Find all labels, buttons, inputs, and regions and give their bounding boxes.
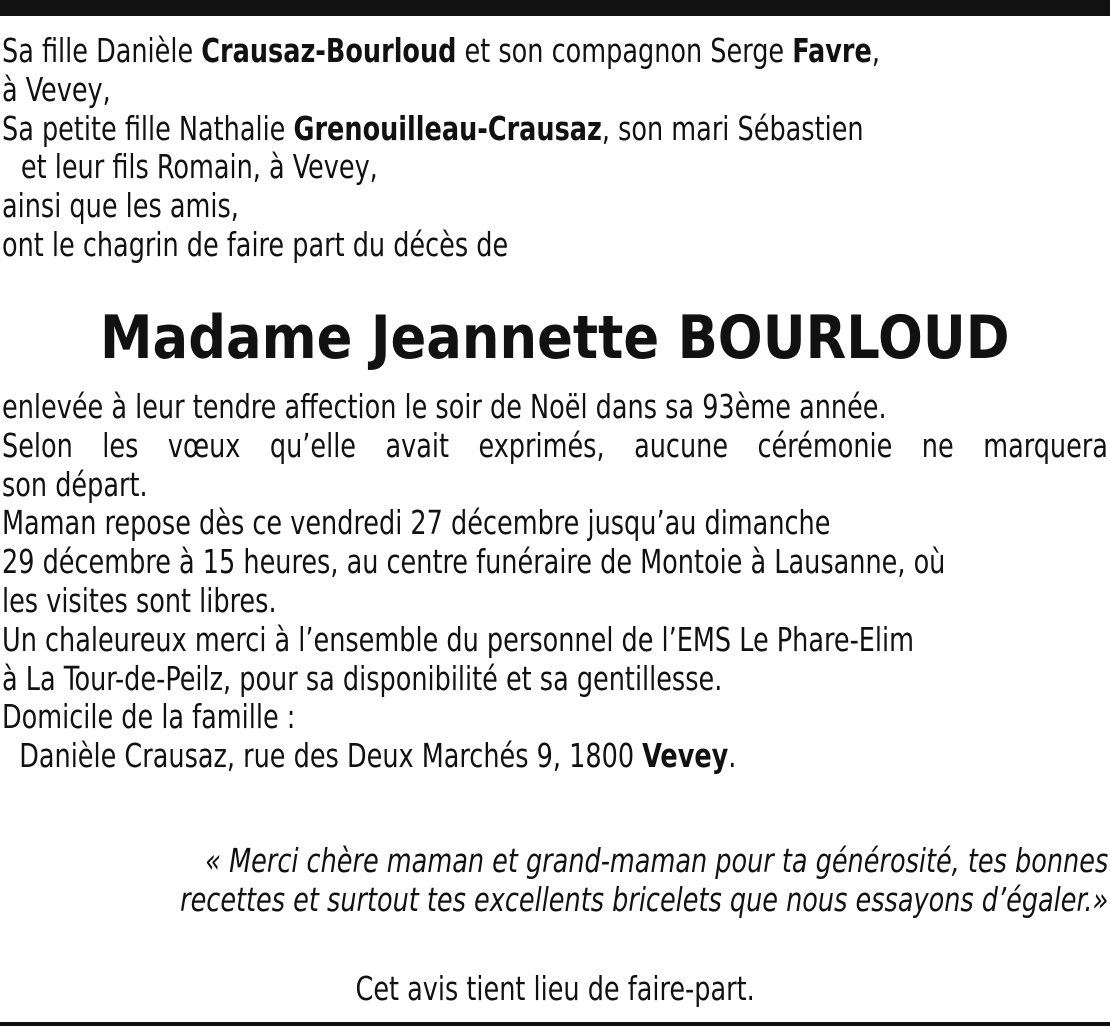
- notice-body: [2, 388, 1108, 776]
- body-line-4: Maman repose dès ce vendredi 27 décembre jusqu’au dimanche: [2, 503, 831, 543]
- family-announcement: [2, 32, 1108, 265]
- quote-line-2: recettes et surtout tes excellents bricelets que nous essayons d’égaler.»: [179, 879, 1108, 919]
- family-line-4: et leur fils Romain, à Vevey,: [20, 147, 378, 187]
- family-line-3: Sa petite fille Nathalie Grenouilleau-Crausaz, son mari Sébastien: [2, 108, 864, 148]
- body-line-1: enlevée à leur tendre affection le soir de Noël dans sa 93ème année.: [2, 387, 887, 426]
- bottom-border-rule: [0, 1022, 1110, 1026]
- quote-line-1: « Merci chère maman et grand-maman pour ta générosité, tes bonnes: [204, 841, 1109, 880]
- body-line-9: Domicile de la famille :: [2, 697, 296, 737]
- body-line-8: à La Tour-de-Peilz, pour sa disponibilité et sa gentillesse.: [2, 658, 723, 698]
- family-address: Danièle Crausaz, rue des Deux Marchés 9, 1800 Vevey.: [19, 736, 737, 776]
- closing-note: Cet avis tient lieu de faire-part.: [355, 969, 755, 1008]
- body-line-6: les visites sont libres.: [2, 580, 277, 620]
- body-line-5: 29 décembre à 15 heures, au centre funéraire de Montoie à Lausanne, où: [2, 542, 946, 582]
- family-line-5: ainsi que les amis,: [2, 186, 239, 226]
- family-line-1: Sa fille Danièle Crausaz-Bourloud et son compagnon Serge Favre,: [2, 31, 880, 70]
- body-line-2: Selon les vœux qu’elle avait exprimés, aucune cérémonie ne marquera: [2, 425, 1108, 465]
- family-line-6: ont le chagrin de faire part du décès de: [2, 224, 509, 264]
- family-line-2: à Vevey,: [2, 69, 111, 109]
- body-line-3: son départ.: [2, 464, 148, 504]
- family-quote: [0, 842, 1108, 920]
- top-border-rule: [0, 0, 1110, 16]
- deceased-name-heading: Madame Jeannette BOURLOUD: [100, 303, 1010, 373]
- body-line-7: Un chaleureux merci à l’ensemble du personnel de l’EMS Le Phare-Elim: [2, 619, 915, 659]
- address-city-vevey: Vevey: [642, 736, 729, 776]
- family-name-grenouilleau-crausaz: Grenouilleau-Crausaz: [293, 108, 602, 148]
- family-name-favre: Favre: [792, 31, 872, 70]
- family-name-crausaz-bourloud: Crausaz-Bourloud: [201, 31, 457, 70]
